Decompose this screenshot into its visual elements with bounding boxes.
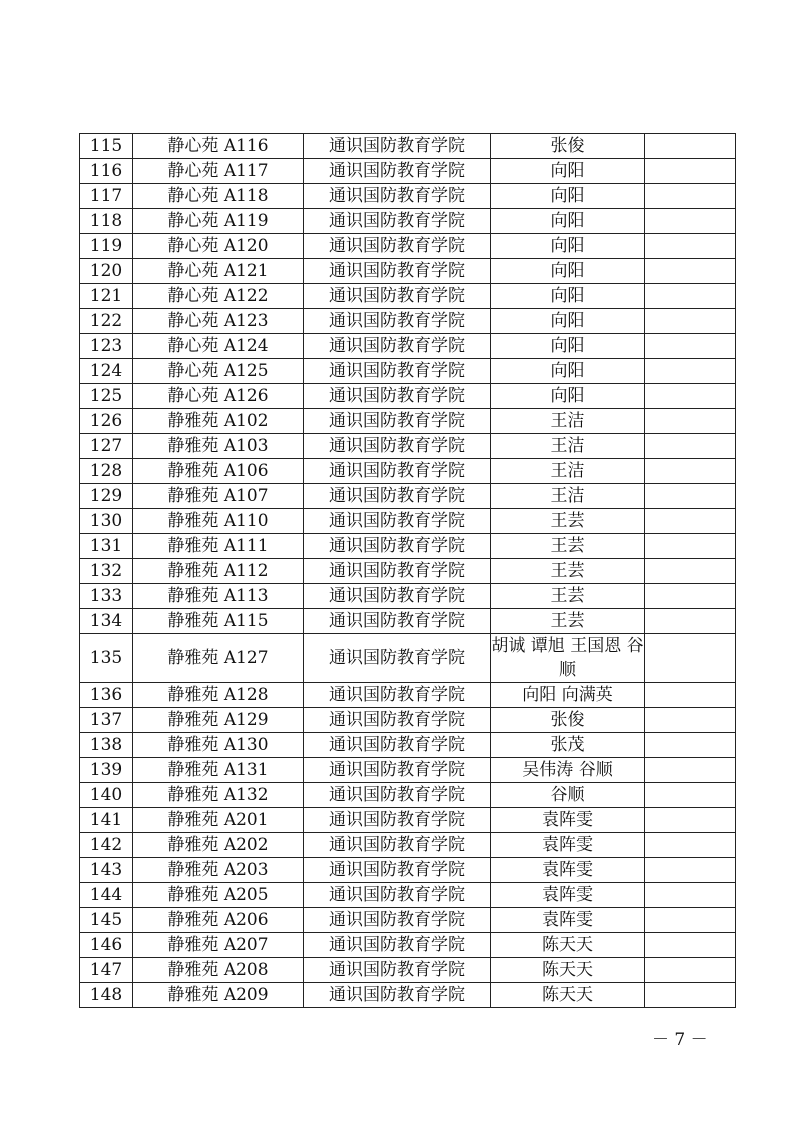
cell-college: 通识国防教育学院 (304, 259, 491, 284)
cell-note (645, 509, 736, 534)
cell-note (645, 159, 736, 184)
cell-room: 静心苑 A120 (133, 234, 304, 259)
cell-person: 王芸 (491, 534, 645, 559)
cell-college: 通识国防教育学院 (304, 783, 491, 808)
cell-number: 121 (80, 284, 133, 309)
cell-college: 通识国防教育学院 (304, 184, 491, 209)
cell-number: 147 (80, 958, 133, 983)
cell-person: 王芸 (491, 559, 645, 584)
cell-college: 通识国防教育学院 (304, 559, 491, 584)
cell-number: 148 (80, 983, 133, 1008)
cell-number: 145 (80, 908, 133, 933)
cell-note (645, 808, 736, 833)
table-row (80, 209, 736, 234)
cell-note (645, 733, 736, 758)
cell-number: 144 (80, 883, 133, 908)
cell-person: 王芸 (491, 609, 645, 634)
cell-room: 静心苑 A121 (133, 259, 304, 284)
cell-note (645, 434, 736, 459)
cell-number: 137 (80, 708, 133, 733)
cell-person: 向阳 (491, 284, 645, 309)
cell-college: 通识国防教育学院 (304, 958, 491, 983)
cell-note (645, 758, 736, 783)
cell-person: 谷顺 (491, 783, 645, 808)
cell-person: 向阳 (491, 359, 645, 384)
cell-number: 136 (80, 683, 133, 708)
cell-person: 王洁 (491, 434, 645, 459)
table-row (80, 409, 736, 434)
cell-number: 141 (80, 808, 133, 833)
cell-number: 130 (80, 509, 133, 534)
table-row (80, 284, 736, 309)
cell-note (645, 833, 736, 858)
cell-room: 静雅苑 A130 (133, 733, 304, 758)
cell-note (645, 409, 736, 434)
cell-college: 通识国防教育学院 (304, 509, 491, 534)
table-row (80, 908, 736, 933)
cell-college: 通识国防教育学院 (304, 858, 491, 883)
cell-person: 向阳 (491, 159, 645, 184)
cell-room: 静雅苑 A129 (133, 708, 304, 733)
table-row (80, 858, 736, 883)
cell-number: 142 (80, 833, 133, 858)
cell-person: 陈天天 (491, 983, 645, 1008)
cell-person: 向阳 (491, 334, 645, 359)
table-row (80, 309, 736, 334)
cell-college: 通识国防教育学院 (304, 134, 491, 159)
cell-number: 129 (80, 484, 133, 509)
cell-number: 140 (80, 783, 133, 808)
table-row (80, 584, 736, 609)
cell-note (645, 634, 736, 683)
cell-college: 通识国防教育学院 (304, 534, 491, 559)
cell-note (645, 883, 736, 908)
cell-person: 王芸 (491, 584, 645, 609)
table-row (80, 783, 736, 808)
cell-note (645, 284, 736, 309)
cell-number: 118 (80, 209, 133, 234)
cell-college: 通识国防教育学院 (304, 409, 491, 434)
cell-number: 138 (80, 733, 133, 758)
cell-number: 122 (80, 309, 133, 334)
cell-room: 静雅苑 A112 (133, 559, 304, 584)
cell-note (645, 484, 736, 509)
cell-room: 静心苑 A125 (133, 359, 304, 384)
cell-room: 静雅苑 A203 (133, 858, 304, 883)
cell-note (645, 459, 736, 484)
cell-number: 125 (80, 384, 133, 409)
cell-number: 146 (80, 933, 133, 958)
cell-number: 126 (80, 409, 133, 434)
cell-college: 通识国防教育学院 (304, 234, 491, 259)
table-row (80, 334, 736, 359)
cell-room: 静雅苑 A206 (133, 908, 304, 933)
cell-note (645, 584, 736, 609)
cell-room: 静雅苑 A131 (133, 758, 304, 783)
cell-room: 静心苑 A118 (133, 184, 304, 209)
cell-note (645, 334, 736, 359)
cell-room: 静雅苑 A128 (133, 683, 304, 708)
cell-college: 通识国防教育学院 (304, 933, 491, 958)
table-row (80, 259, 736, 284)
cell-person: 袁阵雯 (491, 833, 645, 858)
cell-room: 静心苑 A119 (133, 209, 304, 234)
table-row (80, 634, 736, 683)
cell-number: 132 (80, 559, 133, 584)
cell-college: 通识国防教育学院 (304, 284, 491, 309)
cell-note (645, 209, 736, 234)
cell-note (645, 908, 736, 933)
cell-college: 通识国防教育学院 (304, 808, 491, 833)
cell-number: 133 (80, 584, 133, 609)
cell-college: 通识国防教育学院 (304, 758, 491, 783)
cell-college: 通识国防教育学院 (304, 634, 491, 683)
cell-note (645, 683, 736, 708)
cell-college: 通识国防教育学院 (304, 334, 491, 359)
cell-college: 通识国防教育学院 (304, 309, 491, 334)
cell-number: 120 (80, 259, 133, 284)
cell-person: 王洁 (491, 409, 645, 434)
cell-college: 通识国防教育学院 (304, 708, 491, 733)
table-row (80, 958, 736, 983)
cell-college: 通识国防教育学院 (304, 733, 491, 758)
cell-person: 陈天天 (491, 933, 645, 958)
cell-room: 静雅苑 A207 (133, 933, 304, 958)
cell-number: 119 (80, 234, 133, 259)
cell-note (645, 783, 736, 808)
cell-room: 静雅苑 A113 (133, 584, 304, 609)
cell-person: 张俊 (491, 708, 645, 733)
cell-room: 静雅苑 A110 (133, 509, 304, 534)
table-body (80, 134, 736, 1008)
cell-college: 通识国防教育学院 (304, 584, 491, 609)
cell-room: 静雅苑 A201 (133, 808, 304, 833)
cell-room: 静雅苑 A132 (133, 783, 304, 808)
table-row (80, 983, 736, 1008)
cell-room: 静雅苑 A107 (133, 484, 304, 509)
cell-college: 通识国防教育学院 (304, 434, 491, 459)
cell-note (645, 234, 736, 259)
cell-number: 135 (80, 634, 133, 683)
table-row (80, 534, 736, 559)
table-row (80, 559, 736, 584)
cell-note (645, 559, 736, 584)
table-row (80, 234, 736, 259)
cell-college: 通识国防教育学院 (304, 384, 491, 409)
cell-room: 静雅苑 A103 (133, 434, 304, 459)
cell-college: 通识国防教育学院 (304, 359, 491, 384)
table-row (80, 708, 736, 733)
cell-number: 116 (80, 159, 133, 184)
cell-room: 静雅苑 A208 (133, 958, 304, 983)
cell-room: 静心苑 A123 (133, 309, 304, 334)
cell-person: 胡诚 谭旭 王国恩 谷顺 (491, 634, 645, 683)
cell-room: 静心苑 A122 (133, 284, 304, 309)
table-row (80, 434, 736, 459)
cell-room: 静心苑 A117 (133, 159, 304, 184)
cell-person: 向阳 (491, 384, 645, 409)
cell-number: 123 (80, 334, 133, 359)
cell-number: 131 (80, 534, 133, 559)
cell-note (645, 983, 736, 1008)
cell-person: 向阳 (491, 184, 645, 209)
cell-person: 王洁 (491, 484, 645, 509)
cell-college: 通识国防教育学院 (304, 459, 491, 484)
cell-college: 通识国防教育学院 (304, 908, 491, 933)
cell-note (645, 534, 736, 559)
table-row (80, 159, 736, 184)
cell-note (645, 259, 736, 284)
cell-person: 袁阵雯 (491, 858, 645, 883)
cell-note (645, 933, 736, 958)
cell-person: 张俊 (491, 134, 645, 159)
cell-room: 静心苑 A126 (133, 384, 304, 409)
cell-number: 128 (80, 459, 133, 484)
assignment-table (79, 133, 736, 1008)
cell-college: 通识国防教育学院 (304, 159, 491, 184)
cell-room: 静雅苑 A205 (133, 883, 304, 908)
cell-number: 127 (80, 434, 133, 459)
table-row (80, 683, 736, 708)
cell-note (645, 184, 736, 209)
table-row (80, 384, 736, 409)
cell-person: 向阳 (491, 209, 645, 234)
cell-person: 王洁 (491, 459, 645, 484)
cell-person: 袁阵雯 (491, 883, 645, 908)
cell-note (645, 858, 736, 883)
table-row (80, 134, 736, 159)
table-row (80, 933, 736, 958)
table-row (80, 184, 736, 209)
cell-room: 静雅苑 A115 (133, 609, 304, 634)
cell-person: 向阳 (491, 309, 645, 334)
cell-person: 向阳 (491, 259, 645, 284)
table-row (80, 609, 736, 634)
table-row (80, 509, 736, 534)
table-row (80, 484, 736, 509)
table-row (80, 808, 736, 833)
cell-number: 134 (80, 609, 133, 634)
cell-number: 124 (80, 359, 133, 384)
cell-person: 向阳 向满英 (491, 683, 645, 708)
cell-room: 静雅苑 A111 (133, 534, 304, 559)
cell-person: 吴伟涛 谷顺 (491, 758, 645, 783)
cell-room: 静心苑 A116 (133, 134, 304, 159)
cell-room: 静雅苑 A202 (133, 833, 304, 858)
table-row (80, 883, 736, 908)
cell-person: 向阳 (491, 234, 645, 259)
cell-college: 通识国防教育学院 (304, 983, 491, 1008)
cell-person: 王芸 (491, 509, 645, 534)
page-number: － 7 － (652, 1030, 708, 1050)
cell-number: 139 (80, 758, 133, 783)
cell-room: 静雅苑 A209 (133, 983, 304, 1008)
table-row (80, 459, 736, 484)
table-row (80, 733, 736, 758)
cell-note (645, 609, 736, 634)
table-row (80, 758, 736, 783)
cell-college: 通识国防教育学院 (304, 209, 491, 234)
cell-room: 静雅苑 A106 (133, 459, 304, 484)
cell-note (645, 384, 736, 409)
cell-room: 静雅苑 A102 (133, 409, 304, 434)
cell-note (645, 309, 736, 334)
cell-room: 静心苑 A124 (133, 334, 304, 359)
cell-number: 143 (80, 858, 133, 883)
cell-college: 通识国防教育学院 (304, 833, 491, 858)
cell-person: 袁阵雯 (491, 808, 645, 833)
cell-note (645, 708, 736, 733)
cell-college: 通识国防教育学院 (304, 683, 491, 708)
cell-number: 115 (80, 134, 133, 159)
cell-person: 袁阵雯 (491, 908, 645, 933)
table-row (80, 833, 736, 858)
cell-note (645, 359, 736, 384)
cell-person: 陈天天 (491, 958, 645, 983)
cell-note (645, 958, 736, 983)
cell-person: 张茂 (491, 733, 645, 758)
cell-college: 通识国防教育学院 (304, 883, 491, 908)
cell-note (645, 134, 736, 159)
cell-number: 117 (80, 184, 133, 209)
cell-college: 通识国防教育学院 (304, 609, 491, 634)
cell-room: 静雅苑 A127 (133, 634, 304, 683)
cell-college: 通识国防教育学院 (304, 484, 491, 509)
table-row (80, 359, 736, 384)
